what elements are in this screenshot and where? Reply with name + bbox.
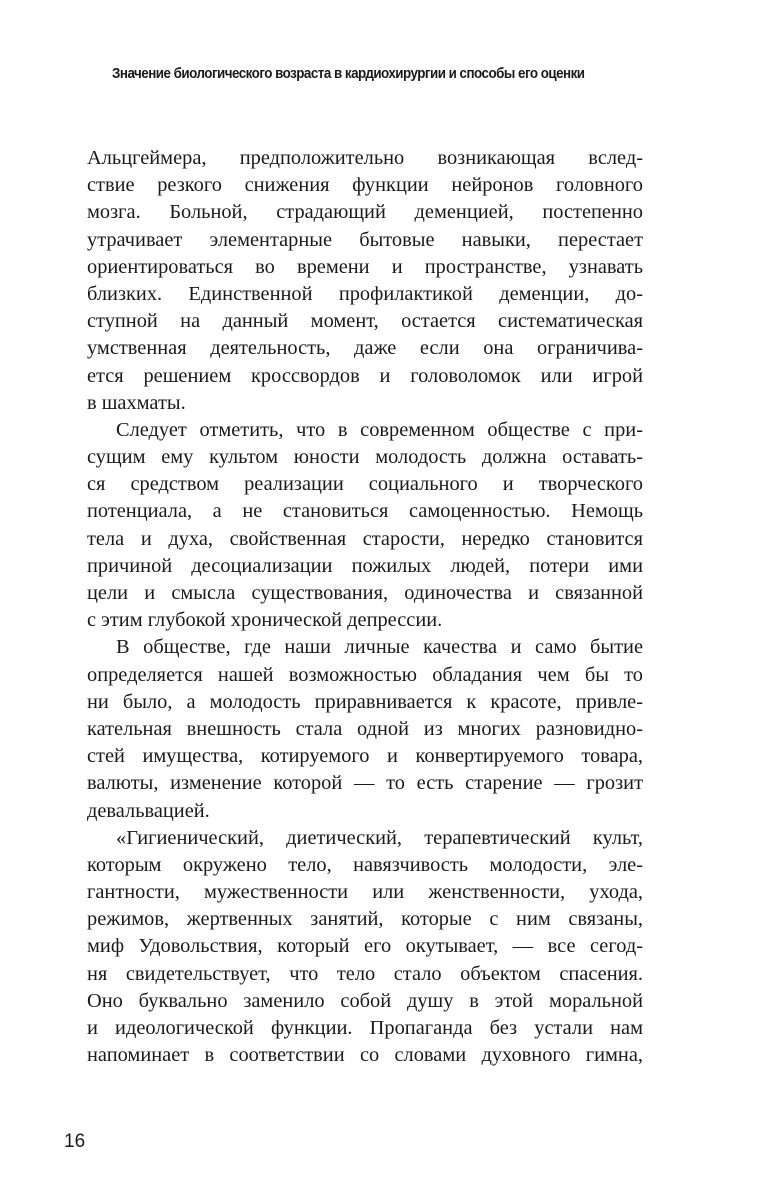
text-line: ся средством реализации социального и творческого [87,473,643,496]
text-line: Оно буквально заменило собой душу в этой моральной [87,989,643,1012]
text-line: гантности, мужественности или женственности, ухода, [87,881,643,904]
text-line: тела и духа, свойственная старости, нередко становится [87,527,643,550]
text-line: и идеологической функции. Пропаганда без устали нам [87,1017,643,1039]
page-number: 16 [64,1131,86,1152]
text-line: мозга. Больной, страдающий деменцией, постепенно [87,201,643,224]
text-line: потенциала, а не становиться самоценностью. Немощь [87,500,643,523]
text-line: девальвацией. [87,799,210,822]
text-line: режимов, жертвенных занятий, которые с ним связаны, [87,908,643,931]
text-line: валюты, изменение которой — то есть старение — грозит [87,772,643,795]
text-line: ступной на данный момент, остается систематическая [87,310,643,333]
text-line: напоминает в соответствии со словами духовного гимна, [87,1044,643,1067]
paragraph-first-line: Следует отметить, что в современном обществе с при- [116,418,643,441]
text-line: кательная внешность стала одной из многих разновидно- [87,717,643,740]
text-line: цели и смысла существования, одиночества и связанной [87,582,643,604]
text-line: умственная деятельность, даже если она ограничива- [87,337,643,360]
text-line: ни было, а молодость приравнивается к красоте, привле- [87,690,643,713]
paragraph-first-line: В обществе, где наши личные качества и само бытие [116,636,643,659]
paragraph-first-line: «Гигиенический, диетический, терапевтический культ, [116,826,643,849]
text-line: которым окружено тело, навязчивость молодости, эле- [87,853,643,876]
text-line: в шахматы. [87,391,186,414]
text-line: ется решением кроссвордов и головоломок или игрой [87,364,643,387]
text-line: ствие резкого снижения функции нейронов головного [87,174,643,197]
text-line: причиной десоциализации пожилых людей, потери ими [87,554,643,577]
text-line: определяется нашей возможностью обладания чем бы то [87,663,643,686]
body-text [87,145,643,1069]
text-line: с этим глубокой хронической депрессии. [87,609,443,632]
text-line: Альцгеймера, предположительно возникающая вслед- [87,147,643,169]
text-line: стей имущества, котируемого и конвертируемого товара, [87,745,643,768]
text-line: утрачивает элементарные бытовые навыки, перестает [87,228,643,251]
text-line: ориентироваться во времени и пространстве, узнавать [87,255,643,278]
text-line: близких. Единственной профилактикой деменции, до- [87,282,643,305]
running-header: Значение биологического возраста в кардиохирургии и способы его оценки [112,66,585,82]
text-line: сущим ему культом юности молодость должна оставать- [87,446,643,469]
text-line: ня свидетельствует, что тело стало объектом спасения. [87,962,643,985]
text-line: миф Удовольствия, который его окутывает, — все сегод- [87,935,643,958]
